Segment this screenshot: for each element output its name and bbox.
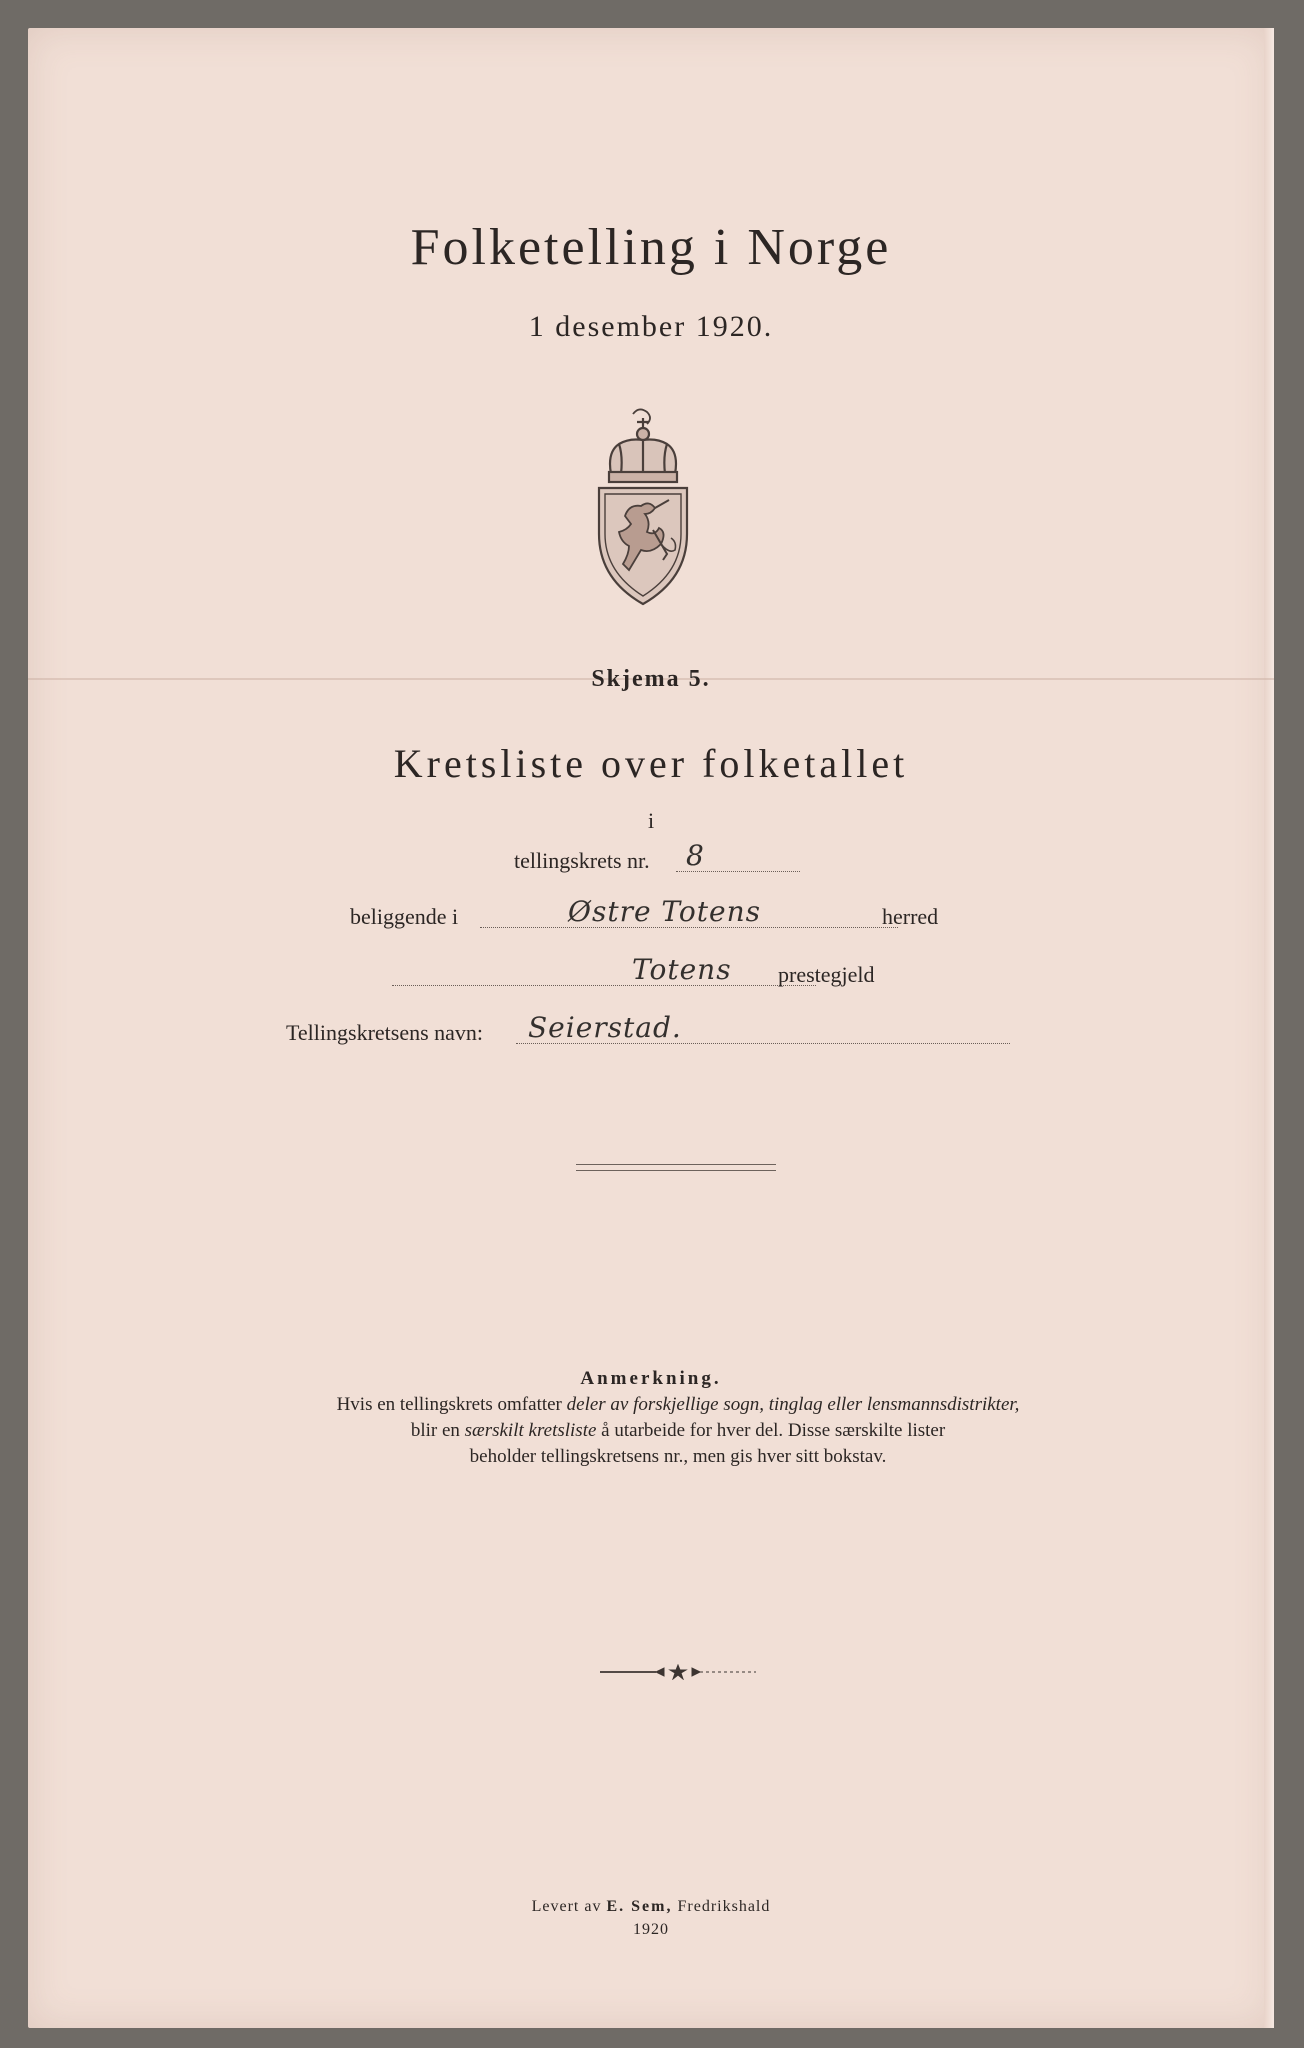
district-name-label: Tellingskretsens navn: [286, 1020, 484, 1045]
district-number-row [28, 840, 1274, 880]
note-line-2-prefix: blir en [410, 1420, 465, 1441]
district-name-row [28, 1012, 1274, 1052]
census-date: 1 desember 1920. [528, 310, 774, 343]
heading-connector: i [647, 808, 655, 833]
parish-row [28, 954, 1274, 994]
note-line-1-emphasis: deler av forskjellige sogn, tinglag eller lensmannsdistrikter, [566, 1394, 1020, 1415]
district-number-label: tellingskrets nr. [514, 848, 650, 873]
note-line-3: beholder tellingskretsens nr., men gis hver sitt bokstav. [469, 1446, 887, 1467]
note-title: Anmerkning. [580, 1368, 722, 1389]
note-line-2-emphasis: særskilt kretsliste [464, 1420, 597, 1441]
printer-name: E. Sem, [606, 1898, 673, 1915]
printer-prefix: Levert av [531, 1898, 607, 1915]
printer-credit [28, 1898, 1274, 1916]
note-line-2 [228, 1418, 1128, 1444]
norwegian-coat-of-arms-icon [589, 404, 697, 609]
page-title: Folketelling i Norge [410, 219, 892, 276]
located-label: beliggende i [350, 904, 459, 929]
parish-field[interactable]: Totens [632, 953, 732, 986]
form-heading: Kretsliste over folketallet [393, 741, 909, 786]
schema-number: Skjema 5. [591, 666, 711, 692]
municipality-row [28, 896, 1274, 936]
district-number-field[interactable]: 8 [686, 839, 705, 872]
printer-year: 1920 [633, 1921, 669, 1938]
printer-place: Fredrikshald [672, 1898, 771, 1915]
section-divider [576, 1164, 776, 1171]
municipality-field[interactable]: Østre Totens [568, 895, 762, 928]
note-line-1-text: Hvis en tellingskrets omfatter [336, 1394, 567, 1415]
census-form-page [28, 28, 1274, 2028]
district-name-field[interactable]: Seierstad. [528, 1011, 682, 1044]
parish-line [392, 985, 816, 986]
note-line-2-suffix: å utarbeide for hver del. Disse særskilte lister [596, 1420, 946, 1441]
note-line-1 [228, 1392, 1128, 1418]
parish-suffix: prestegjeld [778, 962, 875, 987]
municipality-suffix: herred [882, 904, 939, 929]
ornament-divider-icon [598, 1664, 758, 1680]
